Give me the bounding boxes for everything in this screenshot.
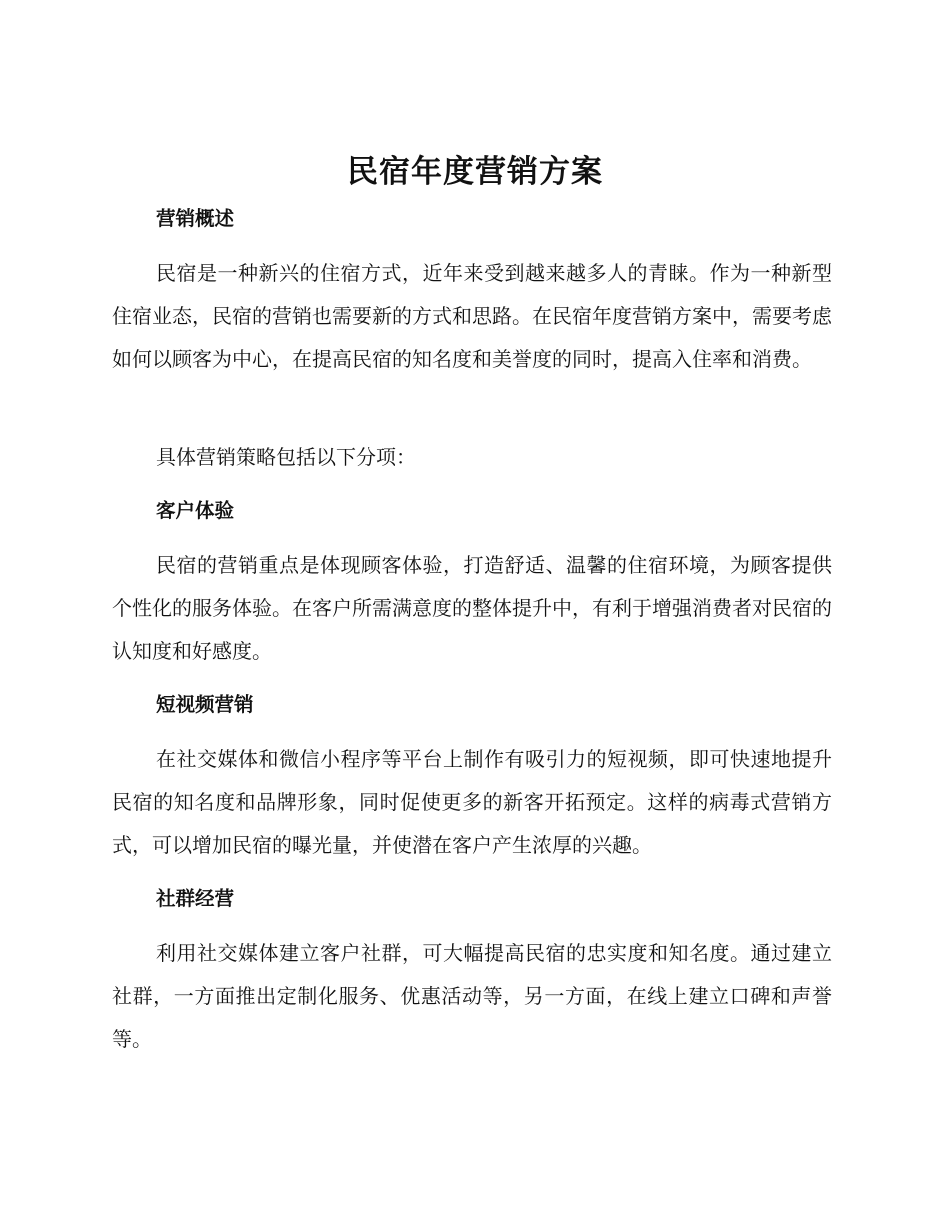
paragraph-overview: 民宿是一种新兴的住宿方式，近年来受到越来越多人的青睐。作为一种新型住宿业态，民宿的营销也需要新的方式和思路。在民宿年度营销方案中，需要考虑如何以顾客为中心，在提高民宿的知名度和美誉度的同时，提高入住率和消费。 (112, 261, 832, 371)
paragraph-short-video: 在社交媒体和微信小程序等平台上制作有吸引力的短视频，即可快速地提升民宿的知名度和品牌形象，同时促使更多的新客开拓预定。这样的病毒式营销方式，可以增加民宿的曝光量，并使潜在客户产生浓厚的兴趣。 (112, 747, 832, 857)
document-title: 民宿年度营销方案 (347, 154, 603, 190)
section-heading-community: 社群经营 (156, 887, 235, 910)
section-heading-overview: 营销概述 (156, 207, 235, 230)
paragraph-community: 利用社交媒体建立客户社群，可大幅提高民宿的忠实度和知名度。通过建立社群，一方面推出定制化服务、优惠活动等，另一方面，在线上建立口碑和声誉等。 (112, 941, 832, 1051)
section-heading-short-video: 短视频营销 (156, 693, 254, 716)
paragraph-strategy-intro: 具体营销策略包括以下分项： (156, 445, 416, 469)
section-heading-customer-experience: 客户体验 (156, 499, 235, 522)
paragraph-customer-experience: 民宿的营销重点是体现顾客体验，打造舒适、温馨的住宿环境，为顾客提供个性化的服务体验。在客户所需满意度的整体提升中，有利于增强消费者对民宿的认知度和好感度。 (112, 553, 832, 663)
